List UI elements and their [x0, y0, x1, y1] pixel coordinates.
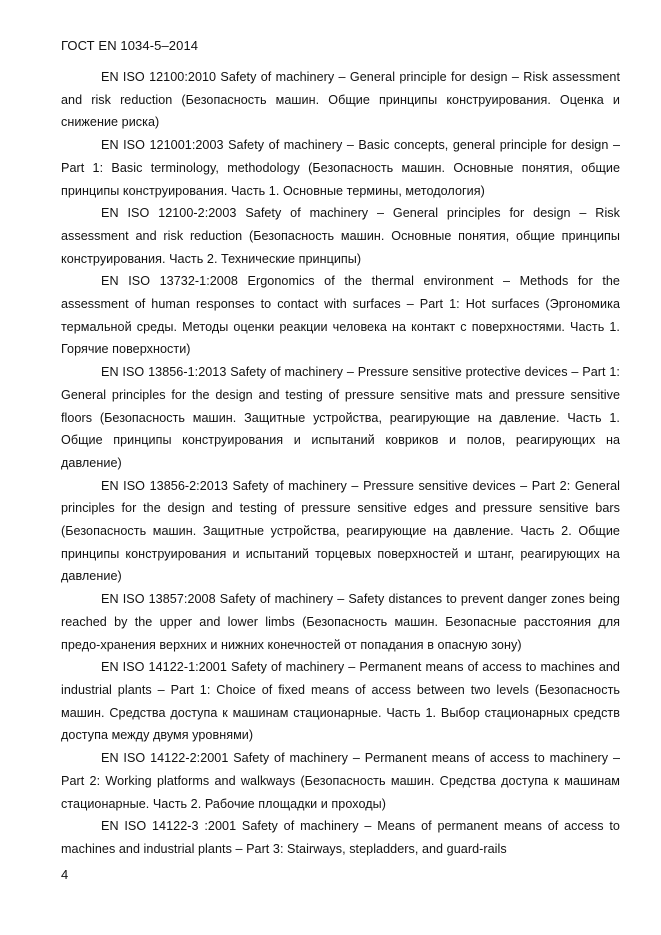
reference-paragraph: EN ISO 14122-3 :2001 Safety of machinery – Means of permanent means of access to machines and industrial plants – Part 3: Stairways, stepladders, and guard-rails [61, 819, 620, 856]
reference-paragraph: EN ISO 121001:2003 Safety of machinery – Basic concepts, general principle for design – Part 1: Basic terminology, methodology (Безопасность машин. Основные понятия, общие принципы конструирования. Часть 1. Основные термины, методология) [61, 138, 620, 198]
reference-paragraph: EN ISO 13856-2:2013 Safety of machinery – Pressure sensitive devices – Part 2: General principles for the design and testing of pressure sensitive edges and pressure sensitive bars (Безопасность машин. Защитные устройства, реагирующие на давление. Часть 2. Общие принципы конструирования и испытаний торцевых поверхностей и штанг, реагирующих на давление) [61, 478, 620, 584]
reference-paragraph: EN ISO 13856-1:2013 Safety of machinery – Pressure sensitive protective devices – Part 1: General principles for the design and testing of pressure sensitive mats and pressure sensitive floors (Безопасность машин. Защитные устройства, реагирующие на давление. Часть 1. Общие принципы конструирования и испытаний ковриков и полов, реагирующих на давление) [61, 365, 620, 470]
reference-paragraph: EN ISO 12100-2:2003 Safety of machinery – General principles for design – Risk assessment and risk reduction (Безопасность машин. Основные понятия, общие принципы конструирования. Часть 2. Технические принципы) [61, 206, 620, 266]
reference-paragraph: EN ISO 13732-1:2008 Ergonomics of the thermal environment – Methods for the assessment of human responses to contact with surfaces – Part 1: Hot surfaces (Эргономика термальной среды. Методы оценки реакции человека на контакт с поверхностями. Часть 1. Горячие поверхности) [61, 274, 620, 357]
reference-paragraph: EN ISO 14122-1:2001 Safety of machinery – Permanent means of access to machines and industrial plants – Part 1: Choice of fixed means of access between two levels (Безопасность машин. Средства доступа к машинам стационарные. Часть 1. Выбор стационарных средств доступа между двумя уровнями) [61, 660, 620, 743]
page-number: 4 [61, 867, 69, 882]
normative-references-list [61, 66, 620, 861]
reference-paragraph: EN ISO 12100:2010 Safety of machinery – General principle for design – Risk assessment and risk reduction (Безопасность машин. Общие принципы конструирования. Оценка и снижение риска) [61, 70, 620, 130]
reference-paragraph: EN ISO 13857:2008 Safety of machinery – Safety distances to prevent danger zones being reached by the upper and lower limbs (Безопасность машин. Безопасные расстояния для предо-хранения верхних и нижних конечностей от попадания в опасную зону) [61, 592, 620, 652]
document-code-header: ГОСТ EN 1034-5–2014 [61, 38, 199, 53]
reference-paragraph: EN ISO 14122-2:2001 Safety of machinery – Permanent means of access to machinery – Part 2: Working platforms and walkways (Безопасность машин. Средства доступа к машинам стационарные. Часть 2. Рабочие площадки и проходы) [61, 751, 620, 811]
